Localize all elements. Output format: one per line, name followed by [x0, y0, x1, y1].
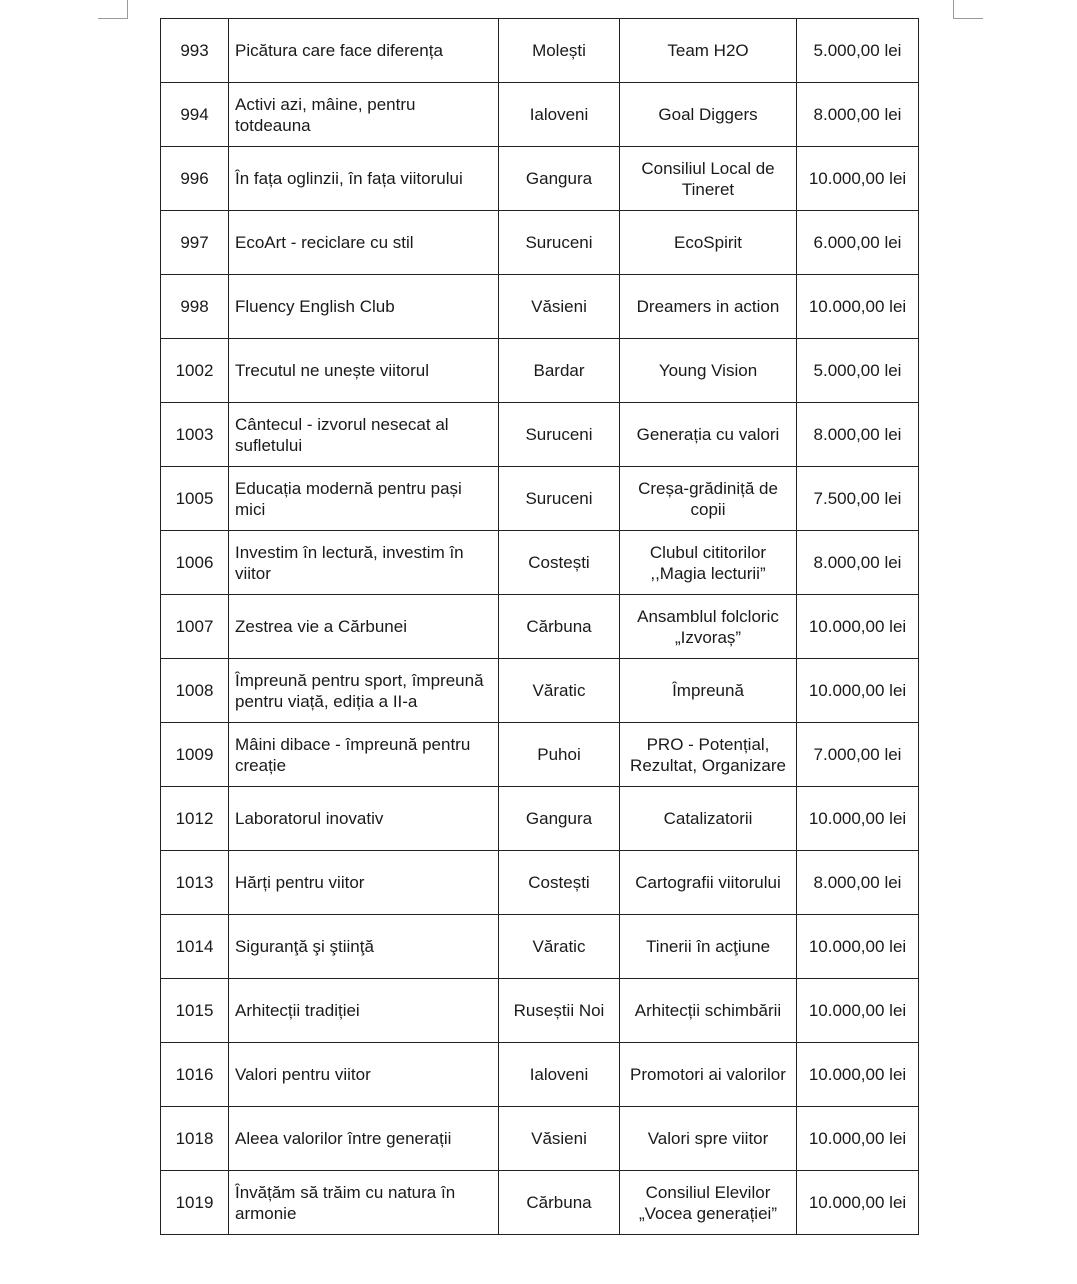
project-title-cell: Investim în lectură, investim în viitor	[229, 531, 499, 595]
team-cell: Consiliul Local de Tineret	[620, 147, 797, 211]
project-title-cell: EcoArt - reciclare cu stil	[229, 211, 499, 275]
amount-cell: 10.000,00 lei	[797, 1171, 919, 1235]
project-title-cell: Aleea valorilor între generații	[229, 1107, 499, 1171]
project-id-cell: 1018	[161, 1107, 229, 1171]
crop-mark-top-left	[98, 0, 128, 19]
team-cell: Consiliul Elevilor „Vocea generației”	[620, 1171, 797, 1235]
team-cell: Young Vision	[620, 339, 797, 403]
locality-cell: Costești	[499, 531, 620, 595]
locality-cell: Văsieni	[499, 275, 620, 339]
team-cell: Generația cu valori	[620, 403, 797, 467]
table-row	[161, 211, 919, 275]
grants-table-body	[161, 19, 919, 1235]
project-title-cell: Laboratorul inovativ	[229, 787, 499, 851]
locality-cell: Cărbuna	[499, 595, 620, 659]
project-id-cell: 996	[161, 147, 229, 211]
amount-cell: 8.000,00 lei	[797, 851, 919, 915]
team-cell: Clubul cititorilor ,,Magia lecturii”	[620, 531, 797, 595]
project-id-cell: 1016	[161, 1043, 229, 1107]
team-cell: Valori spre viitor	[620, 1107, 797, 1171]
team-cell: PRO - Potențial, Rezultat, Organizare	[620, 723, 797, 787]
project-title-cell: Împreună pentru sport, împreună pentru viață, ediția a II-a	[229, 659, 499, 723]
team-cell: Promotori ai valorilor	[620, 1043, 797, 1107]
locality-cell: Molești	[499, 19, 620, 83]
table-row	[161, 275, 919, 339]
project-title-cell: Picătura care face diferența	[229, 19, 499, 83]
team-cell: Creșa-grădiniță de copii	[620, 467, 797, 531]
amount-cell: 7.000,00 lei	[797, 723, 919, 787]
locality-cell: Ruseștii Noi	[499, 979, 620, 1043]
locality-cell: Cărbuna	[499, 1171, 620, 1235]
table-row	[161, 595, 919, 659]
amount-cell: 10.000,00 lei	[797, 915, 919, 979]
team-cell: Dreamers in action	[620, 275, 797, 339]
team-cell: Împreună	[620, 659, 797, 723]
table-row	[161, 851, 919, 915]
team-cell: Catalizatorii	[620, 787, 797, 851]
team-cell: Arhitecții schimbării	[620, 979, 797, 1043]
project-title-cell: În fața oglinzii, în fața viitorului	[229, 147, 499, 211]
project-id-cell: 1015	[161, 979, 229, 1043]
table-row	[161, 147, 919, 211]
amount-cell: 7.500,00 lei	[797, 467, 919, 531]
project-title-cell: Educația modernă pentru pași mici	[229, 467, 499, 531]
amount-cell: 6.000,00 lei	[797, 211, 919, 275]
table-row	[161, 339, 919, 403]
amount-cell: 8.000,00 lei	[797, 531, 919, 595]
project-id-cell: 997	[161, 211, 229, 275]
amount-cell: 8.000,00 lei	[797, 403, 919, 467]
table-row	[161, 915, 919, 979]
project-id-cell: 1012	[161, 787, 229, 851]
project-id-cell: 1005	[161, 467, 229, 531]
amount-cell: 10.000,00 lei	[797, 1107, 919, 1171]
locality-cell: Suruceni	[499, 403, 620, 467]
table-row	[161, 659, 919, 723]
table-row	[161, 83, 919, 147]
project-title-cell: Zestrea vie a Cărbunei	[229, 595, 499, 659]
locality-cell: Văsieni	[499, 1107, 620, 1171]
table-row	[161, 1043, 919, 1107]
project-id-cell: 1002	[161, 339, 229, 403]
grants-table	[160, 18, 919, 1235]
amount-cell: 10.000,00 lei	[797, 979, 919, 1043]
locality-cell: Suruceni	[499, 467, 620, 531]
locality-cell: Văratic	[499, 659, 620, 723]
project-id-cell: 1006	[161, 531, 229, 595]
amount-cell: 5.000,00 lei	[797, 339, 919, 403]
project-title-cell: Fluency English Club	[229, 275, 499, 339]
locality-cell: Gangura	[499, 787, 620, 851]
locality-cell: Bardar	[499, 339, 620, 403]
project-id-cell: 1014	[161, 915, 229, 979]
project-title-cell: Trecutul ne unește viitorul	[229, 339, 499, 403]
table-row	[161, 1107, 919, 1171]
team-cell: Cartografii viitorului	[620, 851, 797, 915]
project-id-cell: 994	[161, 83, 229, 147]
amount-cell: 10.000,00 lei	[797, 1043, 919, 1107]
team-cell: EcoSpirit	[620, 211, 797, 275]
amount-cell: 10.000,00 lei	[797, 275, 919, 339]
amount-cell: 10.000,00 lei	[797, 595, 919, 659]
crop-mark-top-right	[953, 0, 983, 19]
project-id-cell: 1009	[161, 723, 229, 787]
project-title-cell: Învățăm să trăim cu natura în armonie	[229, 1171, 499, 1235]
locality-cell: Văratic	[499, 915, 620, 979]
project-id-cell: 1007	[161, 595, 229, 659]
team-cell: Goal Diggers	[620, 83, 797, 147]
project-title-cell: Hărți pentru viitor	[229, 851, 499, 915]
project-title-cell: Arhitecții tradiției	[229, 979, 499, 1043]
amount-cell: 10.000,00 lei	[797, 659, 919, 723]
project-id-cell: 1003	[161, 403, 229, 467]
amount-cell: 10.000,00 lei	[797, 787, 919, 851]
team-cell: Ansamblul folcloric „Izvoraș”	[620, 595, 797, 659]
project-id-cell: 1008	[161, 659, 229, 723]
locality-cell: Ialoveni	[499, 83, 620, 147]
amount-cell: 5.000,00 lei	[797, 19, 919, 83]
amount-cell: 8.000,00 lei	[797, 83, 919, 147]
table-row	[161, 979, 919, 1043]
project-title-cell: Cântecul - izvorul nesecat al sufletului	[229, 403, 499, 467]
project-title-cell: Valori pentru viitor	[229, 1043, 499, 1107]
locality-cell: Ialoveni	[499, 1043, 620, 1107]
locality-cell: Suruceni	[499, 211, 620, 275]
project-id-cell: 1013	[161, 851, 229, 915]
project-id-cell: 1019	[161, 1171, 229, 1235]
project-id-cell: 998	[161, 275, 229, 339]
locality-cell: Costești	[499, 851, 620, 915]
project-title-cell: Mâini dibace - împreună pentru creație	[229, 723, 499, 787]
table-row	[161, 531, 919, 595]
table-row	[161, 787, 919, 851]
project-id-cell: 993	[161, 19, 229, 83]
amount-cell: 10.000,00 lei	[797, 147, 919, 211]
table-row	[161, 1171, 919, 1235]
table-row	[161, 19, 919, 83]
table-row	[161, 723, 919, 787]
project-title-cell: Siguranţă şi ştiinţă	[229, 915, 499, 979]
locality-cell: Gangura	[499, 147, 620, 211]
table-row	[161, 467, 919, 531]
table-row	[161, 403, 919, 467]
team-cell: Tinerii în acţiune	[620, 915, 797, 979]
project-title-cell: Activi azi, mâine, pentru totdeauna	[229, 83, 499, 147]
team-cell: Team H2O	[620, 19, 797, 83]
locality-cell: Puhoi	[499, 723, 620, 787]
